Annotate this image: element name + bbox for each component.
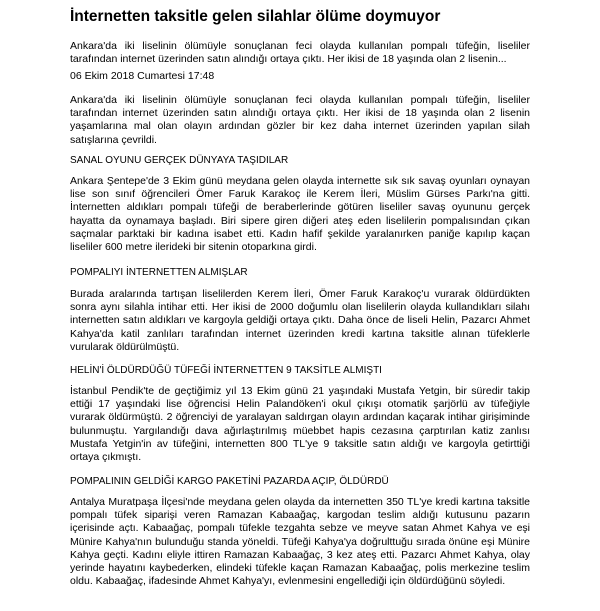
- section-heading: POMPALIYI İNTERNETTEN ALMIŞLAR: [70, 267, 248, 278]
- section-body: İstanbul Pendik'te de geçtiğimiz yıl 13 Ekim günü 21 yaşındaki Mustafa Yetgin, bir süredir takip ettiği 17 yaşındaki lise öğrencisi Helin Palandöken'i okul çıkışı otomatik şarjörlü av tüfeğiyle vurarak öldürmüştü. 2 öğrenciyi de yaralayan saldırgan olayın ardından kaçarak intihar girişiminde bulunmuştu. Yargılandığı dava ağırlaştırılmış müebbet hapis cezasına çarptırılan katiz zanlısı Mustafa Yetgin'in av tüfeğini, internetten 800 TL'ye 9 taksitle satın aldığı ve kargoyla getirttiği ortaya çıkmıştı.: [70, 385, 530, 464]
- section-body: Antalya Muratpaşa İlçesi'nde meydana gelen olayda da internetten 350 TL'ye kredi kartına taksitle pompalı tüfek siparişi veren Ramazan Kabaağaç, kargodan teslim aldığı kutusunu pazarın içerisinde açtı. Kabaağaç, pompalı tüfekle tezgahta sebze ve meyve satan Ahmet Kahya ve eşi Münire Kahya'nın bulunduğu standa yöneldi. Tüfeği Kahya'ya doğrulttuğu sırada önüne eşi Münire Kahya geçti. Kadını eliyle ittiren Ramazan Kabaağaç, 3 kez ateş etti. Pazarcı Ahmet Kahya, olay yerinde hayatını kaybederken, elindeki tüfekle kaçan Ramazan Kabaağaç, polis merkezine teslim oldu. Kabaağaç, ifadesinde Ahmet Kahya'yı, evlenmesini engellediği için öldürdüğünü söyledi.: [70, 496, 530, 588]
- section-heading: POMPALININ GELDİĞİ KARGO PAKETİNİ PAZARDA AÇIP, ÖLDÜRDÜ: [70, 476, 389, 487]
- article-date: 06 Ekim 2018 Cumartesi 17:48: [70, 70, 215, 82]
- article-title: İnternetten taksitle gelen silahlar ölüme doymuyor: [70, 8, 441, 25]
- section-body: Ankara Şentepe'de 3 Ekim günü meydana gelen olayda internette sık sık savaş oyunları oynayan lise son sınıf öğrencileri Ömer Faruk Karakoç ile Kerem İleri, Müslim Gürses Parkı'na gitti. İnternetten aldıkları pompalı tüfeği de beraberlerinde götüren liseliler savaş oyununu gerçek hayatta da oynamaya başladı. Biri sipere giren diğeri ateş eden liselilerin pompalısından çıkan saçmalar parktaki bir kadına isabet etti. Kadın hafif şekilde yaralanırken paniğe kapılıp kaçan liseliler 600 metre ilerideki bir sitenin otoparkına girdi.: [70, 175, 530, 254]
- article-summary: Ankara'da iki liselinin ölümüyle sonuçlanan feci olayda kullanılan pompalı tüfeğin, liseliler tarafından internet üzerinden satın alındığı ortaya çıktı. Her ikisi de 18 yaşında olan 2 lisenin...: [70, 40, 530, 66]
- article-intro: Ankara'da iki liselinin ölümüyle sonuçlanan feci olayda kullanılan pompalı tüfeğin, liseliler tarafından internet üzerinden satın alındığı ortaya çıktı. Her ikisi de 18 yaşında olan 2 lisenin yaşamlarına mal olan olayın ardından gözler bir kez daha internet üzerinden yapılan silah satışlarına çevrildi.: [70, 94, 530, 146]
- section-heading: SANAL OYUNU GERÇEK DÜNYAYA TAŞIDILAR: [70, 155, 289, 166]
- section-body: Burada aralarında tartışan liselilerden Kerem İleri, Ömer Faruk Karakoç'u vurarak öldürdükten sonra aynı silahla intihar etti. Her ikisi de 2000 doğumlu olan liselilerin olayda kullandıkları silahı internetten satın aldıkları ve kargoyla geldiği ortaya çıktı. Daha önce de liseli Helin, Pazarcı Ahmet Kahya'da katil zanlıları tarafından internet üzerinden kredi kartına taksitle alınan tüfeklerle vurularak öldürülmüştü.: [70, 288, 530, 353]
- section-heading: HELİN'İ ÖLDÜRDÜĞÜ TÜFEĞİ İNTERNETTEN 9 TAKSİTLE ALMIŞTI: [70, 365, 382, 376]
